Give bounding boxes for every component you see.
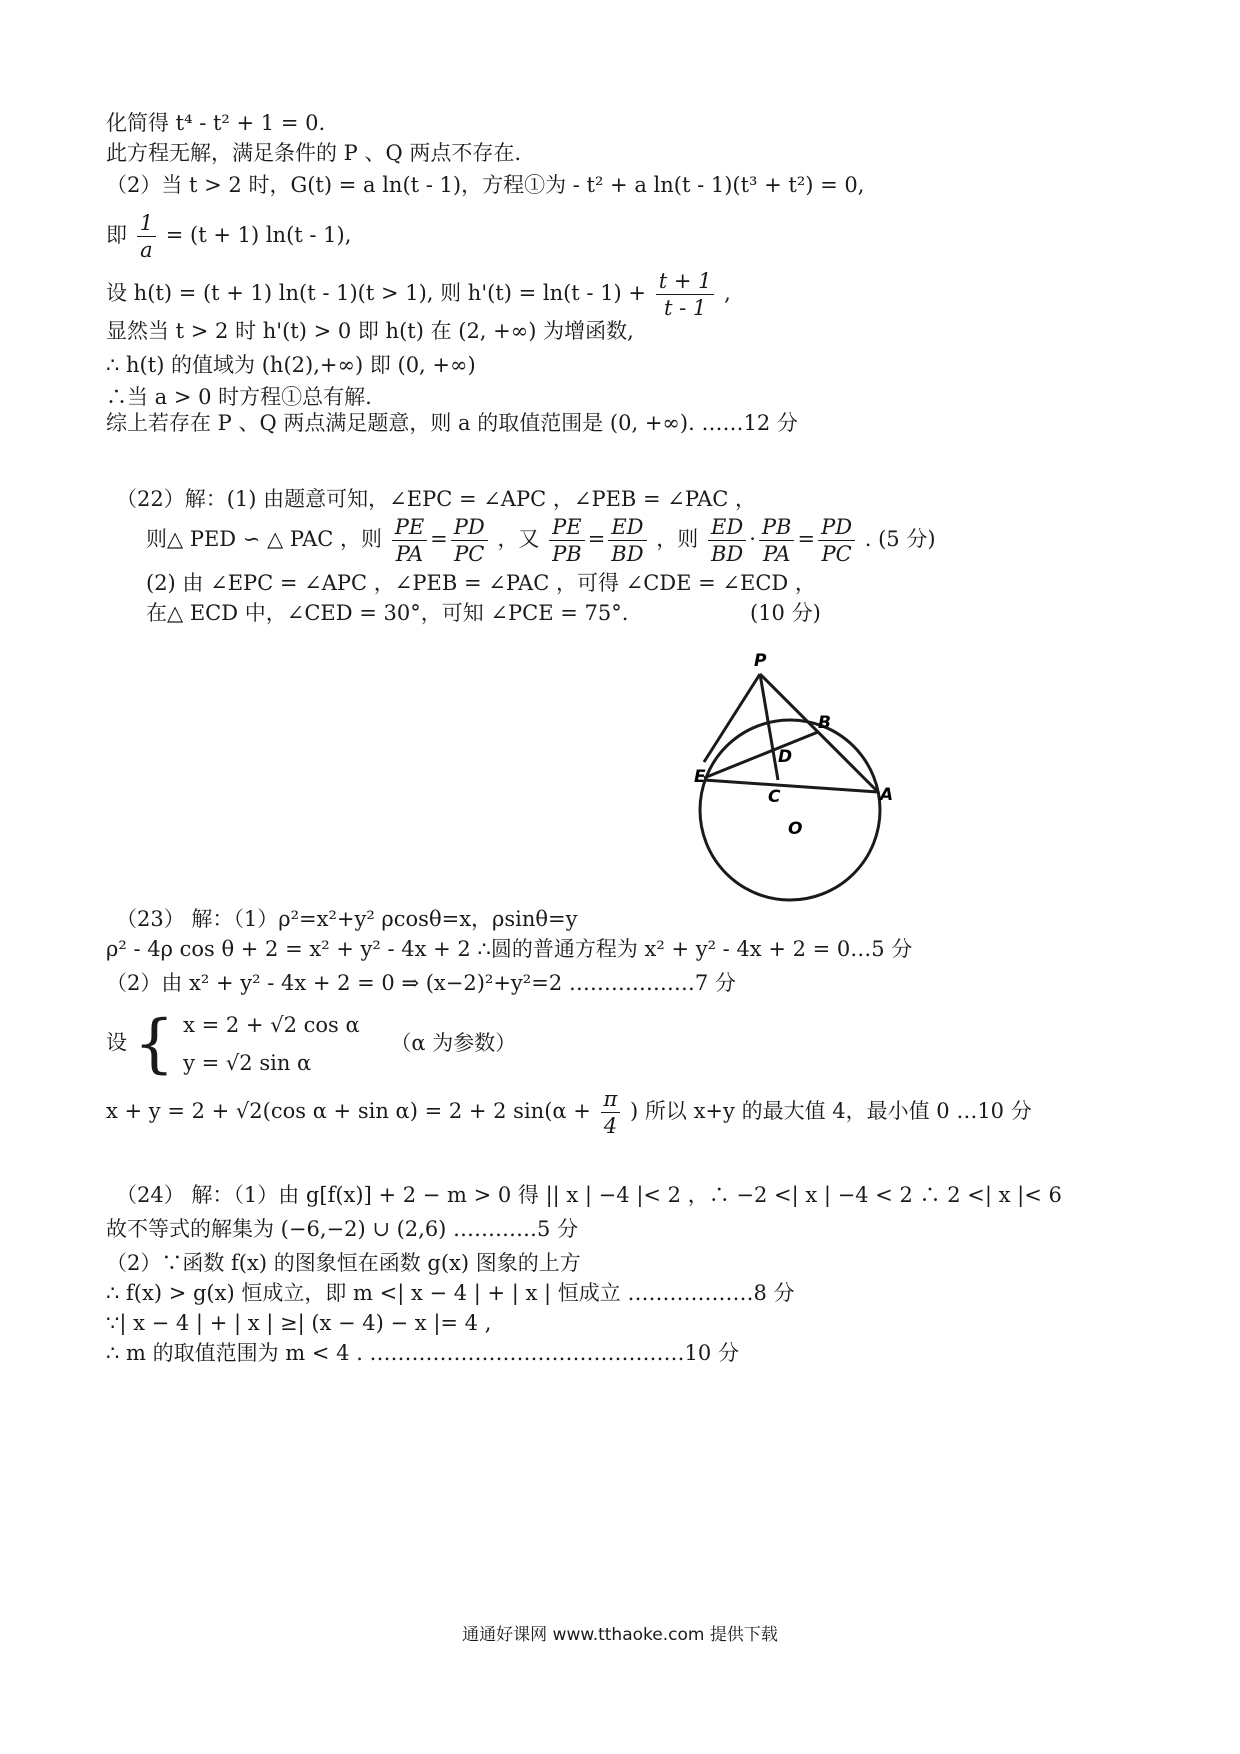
q23-line-1: （23） 解：（1）ρ²=x²+y² ρcosθ=x，ρsinθ=y: [116, 907, 578, 931]
segment-eb: [704, 732, 818, 778]
fraction-derivative: [656, 268, 715, 321]
fraction-numerator: PE: [392, 514, 427, 541]
q21-line-4-prefix: 即: [106, 223, 127, 247]
label-e: E: [694, 767, 706, 787]
fraction-numerator: PD: [451, 514, 488, 541]
parametric-system: [183, 1006, 360, 1082]
q21-line-6: 显然当 t > 2 时 h'(t) > 0 即 h(t) 在 (2, +∞) 为增函数,: [106, 319, 634, 343]
q24-line-5: ∵| x − 4 | + | x | ≥| (x − 4) − x |= 4 ,: [106, 1311, 492, 1335]
q23-param-note: （α 为参数）: [390, 1030, 517, 1055]
fraction-denominator: t - 1: [663, 296, 707, 320]
q23-line-5-rest: ) 所以 x+y 的最大值 4，最小值 0 …10 分: [630, 1099, 1032, 1123]
fraction-numerator: t + 1: [656, 268, 715, 295]
q22-line-3: (2) 由 ∠EPC = ∠APC ，∠PEB = ∠PAC ，可得 ∠CDE = ∠ECD ，: [146, 571, 816, 595]
label-c: C: [768, 787, 781, 807]
fraction-denominator: PA: [395, 542, 424, 566]
q21-line-4-rest: = (t + 1) ln(t - 1),: [165, 223, 352, 247]
fraction-denominator: 4: [603, 1114, 618, 1138]
q21-line-1: 化简得 t⁴ - t² + 1 = 0.: [106, 111, 326, 135]
q21-line-5-prefix: 设 h(t) = (t + 1) ln(t - 1)(t > 1), 则 h'(t) = ln(t - 1) +: [106, 281, 647, 305]
fraction-pi-over-4: [601, 1086, 621, 1139]
left-brace-icon: {: [133, 1007, 175, 1081]
fraction-pe-pb: [549, 514, 585, 567]
geometry-figure: [690, 650, 910, 910]
fraction-numerator: ED: [608, 514, 646, 541]
q21-line-4: [106, 210, 351, 263]
q24-line-4: ∴ f(x) > g(x) 恒成立，即 m <| x − 4 | + | x | 恒成立 ………………8 分: [106, 1281, 795, 1305]
fraction-pd-pc-2: [818, 514, 855, 567]
q21-line-8: ∴当 a > 0 时方程①总有解.: [106, 385, 372, 409]
q23-line-3: （2）由 x² + y² - 4x + 2 = 0 ⇒ (x−2)²+y²=2 ………………7 分: [106, 971, 736, 995]
segment-ea: [704, 780, 878, 792]
fraction-1-over-a: [137, 210, 156, 263]
fraction-ed-bd-2: [708, 514, 746, 567]
fraction-pe-pa: [392, 514, 427, 567]
q22-score-10: (10 分): [750, 601, 821, 625]
fraction-ed-bd: [608, 514, 646, 567]
label-a: A: [880, 785, 894, 805]
q22-line-2-prefix: 则△ PED ∽ △ PAC ，则: [146, 527, 383, 551]
fraction-numerator: PB: [759, 514, 795, 541]
q23-line-5-prefix: x + y = 2 + √2(cos α + sin α) = 2 + 2 sin(α +: [106, 1099, 591, 1123]
q21-line-2: 此方程无解，满足条件的 P 、Q 两点不存在.: [106, 141, 522, 165]
q21-line-3: （2）当 t > 2 时，G(t) = a ln(t - 1)，方程①为 - t² + a ln(t - 1)(t³ + t²) = 0,: [106, 173, 865, 197]
q21-line-5: [106, 268, 731, 321]
label-d: D: [778, 747, 793, 767]
q23-line-2: ρ² - 4ρ cos θ + 2 = x² + y² - 4x + 2 ∴圆的普通方程为 x² + y² - 4x + 2 = 0…5 分: [106, 937, 913, 961]
q24-line-2: 故不等式的解集为 (−6,−2) ∪ (2,6) …………5 分: [106, 1217, 579, 1241]
q24-line-1: （24） 解：（1）由 g[f(x)] + 2 − m > 0 得 || x | −4 |< 2 ，∴ −2 <| x | −4 < 2 ∴ 2 <| x |< 6: [116, 1183, 1062, 1207]
fraction-denominator: PC: [821, 542, 852, 566]
fraction-denominator: PA: [763, 542, 791, 566]
q22-line-2: 则△ PED ∽ △ PAC ，则 $\frac{PE}{PA}$ = $\frac{PD}{PC}$ ，又 $\frac{PE}{PB}$ = $\frac{ED}{BD}$ ，则 $\frac{ED}{BD}$ · $\frac{PB}{PA}$ = $\frac{PD}{PC}$ . (5 分): [146, 515, 936, 566]
fraction-numerator: ED: [708, 514, 746, 541]
q22-line-4: 在△ ECD 中，∠CED = 30°，可知 ∠PCE = 75°.: [146, 601, 629, 625]
q23-line-5: [106, 1086, 1032, 1139]
q22-score-5: . (5 分): [864, 527, 936, 551]
fraction-denominator: PB: [552, 542, 582, 566]
q22-line-2-mid: ，又: [497, 527, 540, 551]
fraction-numerator: PD: [818, 514, 855, 541]
q21-line-5-rest: ,: [724, 281, 731, 305]
q21-line-7: ∴ h(t) 的值域为 (h(2),+∞) 即 (0, +∞): [106, 353, 476, 377]
fraction-denominator: a: [140, 238, 153, 262]
fraction-pb-pa: [759, 514, 795, 567]
q24-line-3: （2）∵函数 f(x) 的图象恒在函数 g(x) 图象的上方: [106, 1251, 581, 1275]
q24-line-6: ∴ m 的取值范围为 m < 4 . ………………………………………10 分: [106, 1341, 739, 1365]
fraction-denominator: PC: [454, 542, 485, 566]
fraction-denominator: BD: [710, 542, 744, 566]
q22-line-1: （22）解：(1) 由题意可知，∠EPC = ∠APC ，∠PEB = ∠PAC ，: [116, 487, 756, 511]
system-eq-y: y = √2 sin α: [183, 1051, 312, 1075]
q23-line-4: [106, 1006, 516, 1082]
label-p: P: [754, 651, 767, 671]
q21-line-9: 综上若存在 P 、Q 两点满足题意，则 a 的取值范围是 (0, +∞). ……12 分: [106, 411, 798, 435]
fraction-numerator: 1: [137, 210, 156, 237]
label-b: B: [818, 713, 831, 733]
fraction-pd-pc: [451, 514, 488, 567]
q22-line-2-then: ，则: [656, 527, 699, 551]
q23-line-4-prefix: 设: [106, 1030, 127, 1055]
page-footer: 通通好课网 www.tthaoke.com 提供下载: [462, 1625, 778, 1645]
segment-pe: [704, 674, 760, 762]
label-o: O: [788, 819, 803, 839]
fraction-numerator: π: [601, 1086, 621, 1113]
system-eq-x: x = 2 + √2 cos α: [183, 1013, 360, 1037]
fraction-denominator: BD: [611, 542, 644, 566]
fraction-numerator: PE: [549, 514, 585, 541]
